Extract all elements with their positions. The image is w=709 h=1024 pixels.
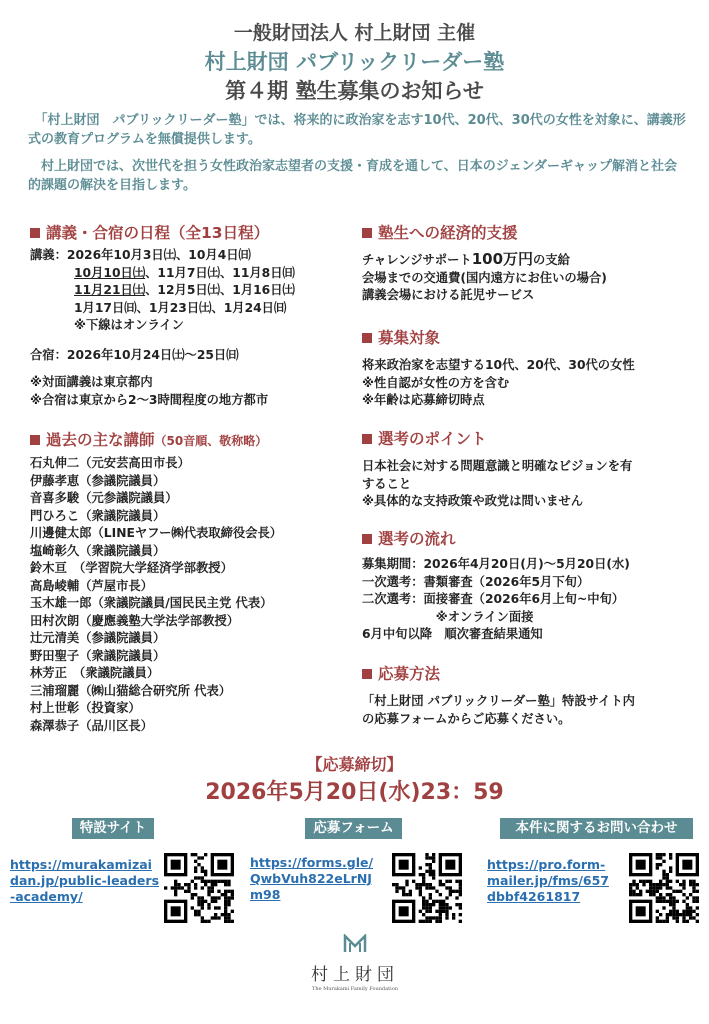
organizer-title: 一般財団法人 村上財団 主催 [233, 22, 476, 44]
intro-paragraph-1: 「村上財団 パブリックリーダー塾」では、将来的に政治家を志す10代、20代、30代の女性を対象に、講義形式の教育プログラムを無償提供します。 [28, 113, 686, 147]
square-bullet-icon [362, 333, 372, 343]
selection-points-body: 日本社会に対する問題意識と明確なビジョンを有 すること ※具体的な支持政策や政党は問いません [362, 459, 633, 508]
deadline-value: 2026年5月20日(水)23：59 [205, 780, 504, 805]
lecturer-item: 村上世彰（投資家） [30, 701, 141, 715]
lecturer-item: 川邊健太郎（LINEヤフー㈱代表取締役会長） [30, 526, 283, 540]
banner-special-site: 特設サイト [72, 818, 154, 839]
apply-heading: 応募方法 [362, 662, 440, 684]
lecturer-item: 塩崎彰久（衆議院議員） [30, 543, 166, 558]
foundation-mark-icon [343, 934, 367, 954]
lecturer-item: 森澤恭子（品川区長） [30, 718, 153, 733]
square-bullet-icon [362, 434, 372, 444]
lecturer-item: 伊藤孝恵（参議院議員） [30, 473, 166, 488]
banner-inquiry: 本件に関するお問い合わせ [500, 818, 693, 839]
deadline-label: 【応募締切】 [306, 755, 403, 774]
application-form-link[interactable]: https://forms.gle/QwbVuh822eLrNJm98 [250, 855, 374, 902]
inquiry-link[interactable]: https://pro.form-mailer.jp/fms/657dbbf4261817 [487, 857, 609, 904]
process-body: 募集期間：2026年4月20日(月)～5月20日(水) 一次選考：書類審査（2026年5月下旬） 二次選考：面接審査（2026年6月上旬~中旬） ※オンライン面接 6月中旬以降 順次審査結果通知 [362, 557, 630, 641]
lecturer-list [30, 455, 282, 735]
lecturer-item: 田村次朗（慶應義塾大学法学部教授） [30, 613, 240, 628]
support-body: チャレンジサポート100万円の支給 会場までの交通費(国内遠方にお住いの場合) 講義会場における託児サービス [362, 250, 607, 302]
process-heading: 選考の流れ [362, 527, 456, 549]
lecturer-item: 玉木雄一郎（衆議院議員/国民民主党 代表） [30, 596, 273, 610]
schedule-lectures: 講義：2026年10月3日㈯、10月4日㈰ 10月10日㈯、11月7日㈯、11月8日㈰ 11月21日㈯、12月5日㈯、1月16日㈯ 1月17日㈰、1月23日㈯、1月24日㈰ ※下線はオンライン [30, 248, 295, 332]
support-heading: 塾生への経済的支援 [362, 221, 518, 243]
apply-body: 「村上財団 パブリックリーダー塾」特設サイト内 の応募フォームからご応募ください。 [362, 694, 635, 726]
cohort-title: 第４期 塾生募集のお知らせ [225, 79, 484, 103]
selection-points-heading: 選考のポイント [362, 427, 487, 449]
schedule-heading: 講義・合宿の日程（全13日程） [30, 221, 269, 243]
special-site-link[interactable]: https://murakamizaidan.jp/public-leaders-academy/ [10, 857, 160, 904]
lecturer-item: 門ひろこ（衆議院議員） [30, 508, 166, 523]
lecturer-item: 辻元清美（参議院議員） [30, 631, 166, 645]
square-bullet-icon [362, 534, 372, 544]
lecturer-item: 三浦瑠麗（㈱山猫総合研究所 代表） [30, 683, 232, 698]
qr-code-icon[interactable] [629, 853, 699, 923]
intro-paragraph-2: 村上財団では、次世代を担う女性政治家志望者の支援・育成を通して、日本のジェンダーギャップ解消と社会的課題の解決を目指します。 [28, 159, 677, 193]
square-bullet-icon [30, 435, 40, 445]
lecturer-item: 石丸伸二（元安芸高田市長） [30, 456, 190, 470]
eligibility-body: 将来政治家を志望する10代、20代、30代の女性 ※性自認が女性の方を含む ※年齢は応募締切時点 [362, 358, 635, 407]
program-title: 村上財団 パブリックリーダー塾 [204, 50, 505, 74]
logo-name: 村上財団 [311, 965, 399, 985]
qr-code-icon[interactable] [164, 853, 234, 923]
lecturer-item: 野田聖子（衆議院議員） [30, 648, 166, 663]
banner-application-form: 応募フォーム [305, 818, 402, 839]
square-bullet-icon [362, 228, 372, 238]
lecturer-item: 音喜多駿（元参議院議員） [30, 491, 178, 505]
lecturer-item: 鈴木亘 （学習院大学経済学部教授） [30, 561, 233, 575]
eligibility-heading: 募集対象 [362, 326, 440, 348]
foundation-logo [300, 934, 410, 992]
square-bullet-icon [362, 669, 372, 679]
lecturer-item: 高島崚輔（芦屋市長） [30, 578, 153, 593]
square-bullet-icon [30, 228, 40, 238]
schedule-camp: 合宿：2026年10月24日㈯～25日㈰ [30, 348, 239, 362]
qr-code-icon[interactable] [392, 853, 462, 923]
lecturers-heading: 過去の主な講師（50音順、敬称略） [30, 428, 267, 450]
logo-english: The Murakami Family Foundation [312, 986, 398, 992]
lecturer-item: 林芳正 （衆議院議員） [30, 666, 160, 680]
schedule-notes: ※対面講義は東京都内 ※合宿は東京から2～3時間程度の地方都市 [30, 375, 269, 407]
